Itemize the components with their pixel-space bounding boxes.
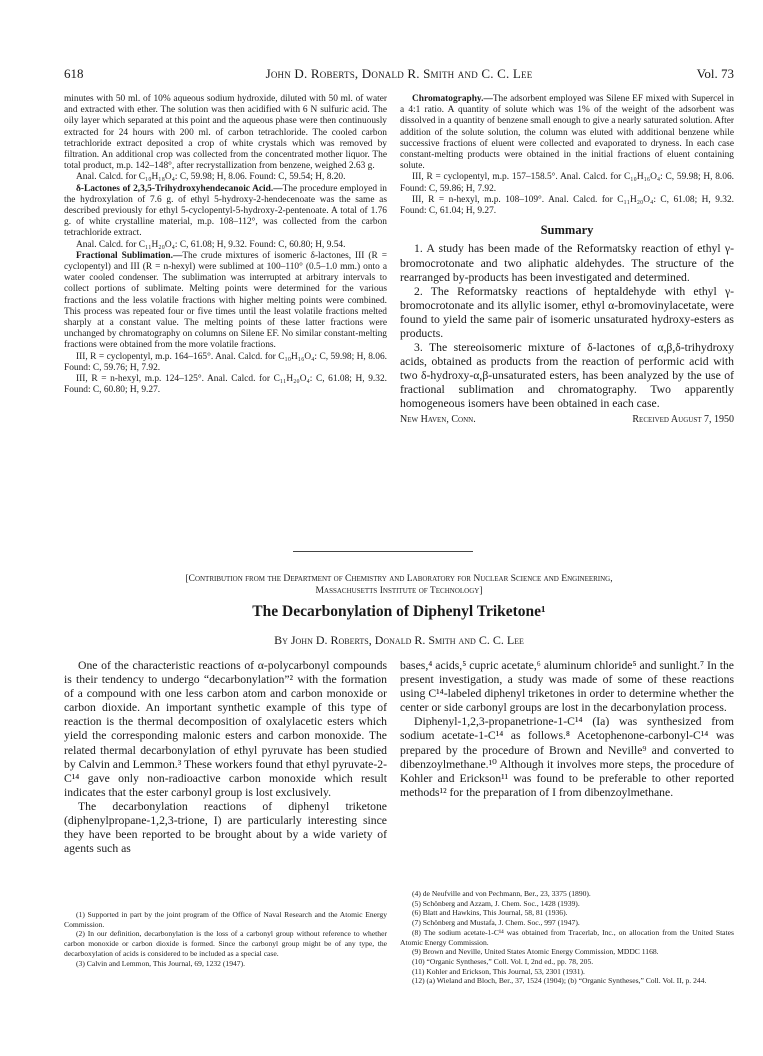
contribution-note	[64, 573, 734, 596]
footnotes-left	[64, 910, 387, 968]
paragraph	[400, 94, 734, 172]
footnote: (11) Kohler and Erickson, This Journal, 53, 2301 (1931).	[412, 966, 585, 976]
footnote: (8) The sodium acetate-1-C¹⁴ was obtained from Tracerlab, Inc., on allocation from the United States Atomic Energy Commission.	[400, 927, 734, 947]
experimental-column-left	[64, 94, 387, 396]
footnote: (1) Supported in part by the joint program of the Office of Naval Research and the Atomic Energy Commission.	[64, 910, 387, 929]
paragraph: The decarbonylation reactions of diphenyl triketone (diphenylpropane-1,2,3-trione, I) are particularly interesting since they have been reported to be brought about by a wide variety of agents such as	[64, 799, 387, 856]
footnote: (12) (a) Wieland and Bloch, Ber., 37, 1524 (1904); (b) “Organic Syntheses,” Coll. Vol. II, p. 244.	[412, 976, 707, 986]
paragraph-text: The adsorbent employed was Silene EF mixed with Supercel in a 4:1 ratio. A quantity of solute which was 1% of the weight of the adsorbent was dissolved in a quantity of benzene small enough to give a nearly saturated solution. After addition of the solute solution, the column was eluted with additional benzene while successive fractions of eluent were collected and evaporated to dryness. In each case constant-melting products were obtained in the initial fractions of eluent containing solute.	[400, 94, 734, 172]
paragraph: minutes with 50 ml. of 10% aqueous sodium hydroxide, diluted with 50 ml. of water and extracted with ether. The solution was then acidified with 6 N sulfuric acid. The oily layer which separated at this point and the aqueous phase were then continuously extracted for 24 hours with 200 ml. of carbon tetrachloride. The cooled carbon tetrachloride extract deposited a crop of white crystals which was removed by filtration. An additional crop was collected from the concentrated mother liquor. The total product, m.p. 142–148°, after recrystallization from benzene, weighed 2.63 g.	[64, 94, 387, 172]
paragraph	[64, 251, 387, 352]
footnote: (6) Blatt and Hawkins, This Journal, 58, 81 (1936).	[412, 908, 568, 918]
experimental-column-right	[400, 94, 734, 425]
article-byline: By John D. Roberts, Donald R. Smith and C. C. Lee	[274, 633, 524, 647]
footnote: (4) de Neufville and von Pechmann, Ber., 23, 3375 (1890).	[412, 889, 591, 898]
running-authors: John D. Roberts, Donald R. Smith and C. C. Lee	[265, 66, 533, 81]
contribution-line: Massachusetts Institute of Technology]	[315, 584, 483, 596]
footnote: (5) Schönberg and Azzam, J. Chem. Soc., 1428 (1939).	[412, 898, 580, 908]
body-column-left	[64, 659, 387, 856]
place-label: New Haven, Conn.	[400, 413, 476, 425]
summary-list	[400, 242, 734, 411]
analysis-line: III, R = cyclopentyl, m.p. 157–158.5°. Anal. Calcd. for C₁₀H₁₆O₄: C, 59.98; H, 8.06. Found: C, 59.86; H, 7.92.	[400, 172, 734, 194]
volume-label: Vol. 73	[696, 66, 734, 81]
footnotes-right	[400, 889, 734, 986]
paragraph-text: The crude mixtures of isomeric δ-lactones, III (R = cyclopentyl) and III (R = n-hexyl) were sublimed at 100–110° (0.5–1.0 mm.) onto a water cooled condenser. The sublimation was interrupted at arbitrary intervals to collect portions of sublimate. Melting points were determined for the various fractions and the less volatile fractions with higher melting points were combined. This process was repeated four or five times until the least volatile fractions melted sharply at a constant value. The melting points of these latter fractions were unchanged by chromatography on columns on Silene EF. No similar constant-melting fractions were obtained from the more volatile fractions.	[64, 250, 387, 351]
footnote: (10) “Organic Syntheses,” Coll. Vol. I, 2nd ed., pp. 78, 205.	[412, 956, 594, 966]
summary-item: 2. The Reformatsky reactions of heptaldehyde with ethyl γ-bromocrotonate and its allylic isomer, ethyl α-bromovinylacetate, were found to yield the same pair of isomeric unsaturated hydroxy-esters as products.	[400, 284, 734, 340]
analysis-line: Anal. Calcd. for C₁₀H₁₈O₄: C, 59.98; H, 8.06. Found: C, 59.54; H, 8.20.	[76, 172, 346, 183]
footnote: (2) In our definition, decarbonylation is the loss of a carbonyl group without reference to whether carbon monoxide or carbon dioxide is formed. Since the carbonyl group might be of any type, the decarboxylation of acids is considered to be included as a special case.	[64, 929, 387, 958]
paragraph	[64, 184, 387, 240]
article-separator	[293, 551, 473, 552]
paragraph-text: The procedure employed in the hydroxylation of 7.6 g. of ethyl 5-hydroxy-2-hendecenoate was the same as described previously for ethyl 5-cyclopentyl-5-hydroxy-2-pentenoate. A total of 1.76 g. of white crystalline material, m.p. 108–112°, was collected from the carbon tetrachloride extract.	[64, 183, 387, 239]
contribution-line: [Contribution from the Department of Chemistry and Laboratory for Nuclear Science and Engineering,	[185, 573, 613, 584]
summary-heading: Summary	[540, 223, 594, 238]
footnote: (9) Brown and Neville, United States Atomic Energy Commission, MDDC 1168.	[412, 947, 659, 957]
analysis-line: III, R = cyclopentyl, m.p. 164–165°. Anal. Calcd. for C₁₀H₁₆O₄: C, 59.98; H, 8.06. Found: C, 59.76; H, 7.92.	[64, 351, 387, 373]
paragraph: Diphenyl-1,2,3-propanetrione-1-C¹⁴ (Ia) was synthesized from sodium acetate-1-C¹⁴ as follows.⁸ Acetophenone-carbonyl-C¹⁴ was prepared by the procedure of Brown and Neville⁹ and converted to dibenzoylmethane.¹⁰ Although it involves more steps, the procedure of Kohler and Erickson¹¹ was found to be preferable to other reported methods¹² for the preparation of I from dibenzoylmethane.	[400, 715, 734, 799]
section-heading: Fractional Sublimation.—	[76, 250, 183, 261]
analysis-line: III, R = n-hexyl, m.p. 124–125°. Anal. Calcd. for C₁₁H₂₀O₄: C, 61.08; H, 9.32. Found: C, 60.80; H, 9.27.	[64, 374, 387, 396]
summary-item: 1. A study has been made of the Reformatsky reaction of ethyl γ-bromocrotonate and two aliphatic aldehydes. The structure of the rearranged by-products has been investigated and determined.	[400, 242, 734, 284]
analysis-line: Anal. Calcd. for C₁₁H₂₀O₄: C, 61.08; H, 9.32. Found: C, 60.80; H, 9.54.	[76, 239, 346, 250]
paragraph: bases,⁴ acids,⁵ cupric acetate,⁶ aluminum chloride⁵ and sunlight.⁷ In the present investigation, a study was made of some of these reactions using C¹⁴-labeled diphenyl triketones in order to determine whether the center or side carbonyl groups are lost in the decarbonylation process.	[400, 659, 734, 715]
summary-item: 3. The stereoisomeric mixture of δ-lactones of α,β,δ-trihydroxy acids, obtained as products from the reaction of performic acid with two δ-hydroxy-α,β-unsaturated esters, has been analyzed by the use of fractional sublimation and chromatography. Two apparently homogeneous isomers have been obtained in each case.	[400, 341, 734, 411]
section-heading: Chromatography.—	[412, 94, 493, 104]
footnote: (3) Calvin and Lemmon, This Journal, 69, 1232 (1947).	[76, 958, 246, 968]
analysis-line: III, R = n-hexyl, m.p. 108–109°. Anal. Calcd. for C₁₁H₂₀O₄: C, 61.08; H, 9.32. Found: C, 61.04; H, 9.27.	[400, 194, 734, 217]
footnote: (7) Schönberg and Mustafa, J. Chem. Soc., 997 (1947).	[412, 918, 580, 928]
paragraph: One of the characteristic reactions of α-polycarbonyl compounds is their tendency to undergo “decarbonylation”² with the formation of a compound with one less carbon atom and carbon monoxide or carbon dioxide. An important synthetic example of this type of reaction is the thermal decomposition of oxalylacetic esters which yield the corresponding malonic esters and carbon monoxide. The related thermal decarbonylation of ethyl pyruvate has been studied by Calvin and Lemmon.³ These workers found that ethyl pyruvate-2-C¹⁴ gave only non-radioactive carbon monoxide which result indicates that the ester carbonyl group is lost exclusively.	[64, 659, 387, 799]
running-header	[64, 66, 734, 84]
article-title: The Decarbonylation of Diphenyl Triketone¹	[252, 603, 546, 620]
body-column-right	[400, 659, 734, 800]
received-date: Received August 7, 1950	[632, 413, 734, 425]
section-heading: δ-Lactones of 2,3,5-Trihydroxyhendecanoic Acid.—	[76, 183, 283, 194]
signoff	[400, 414, 734, 425]
page-number: 618	[64, 66, 84, 81]
